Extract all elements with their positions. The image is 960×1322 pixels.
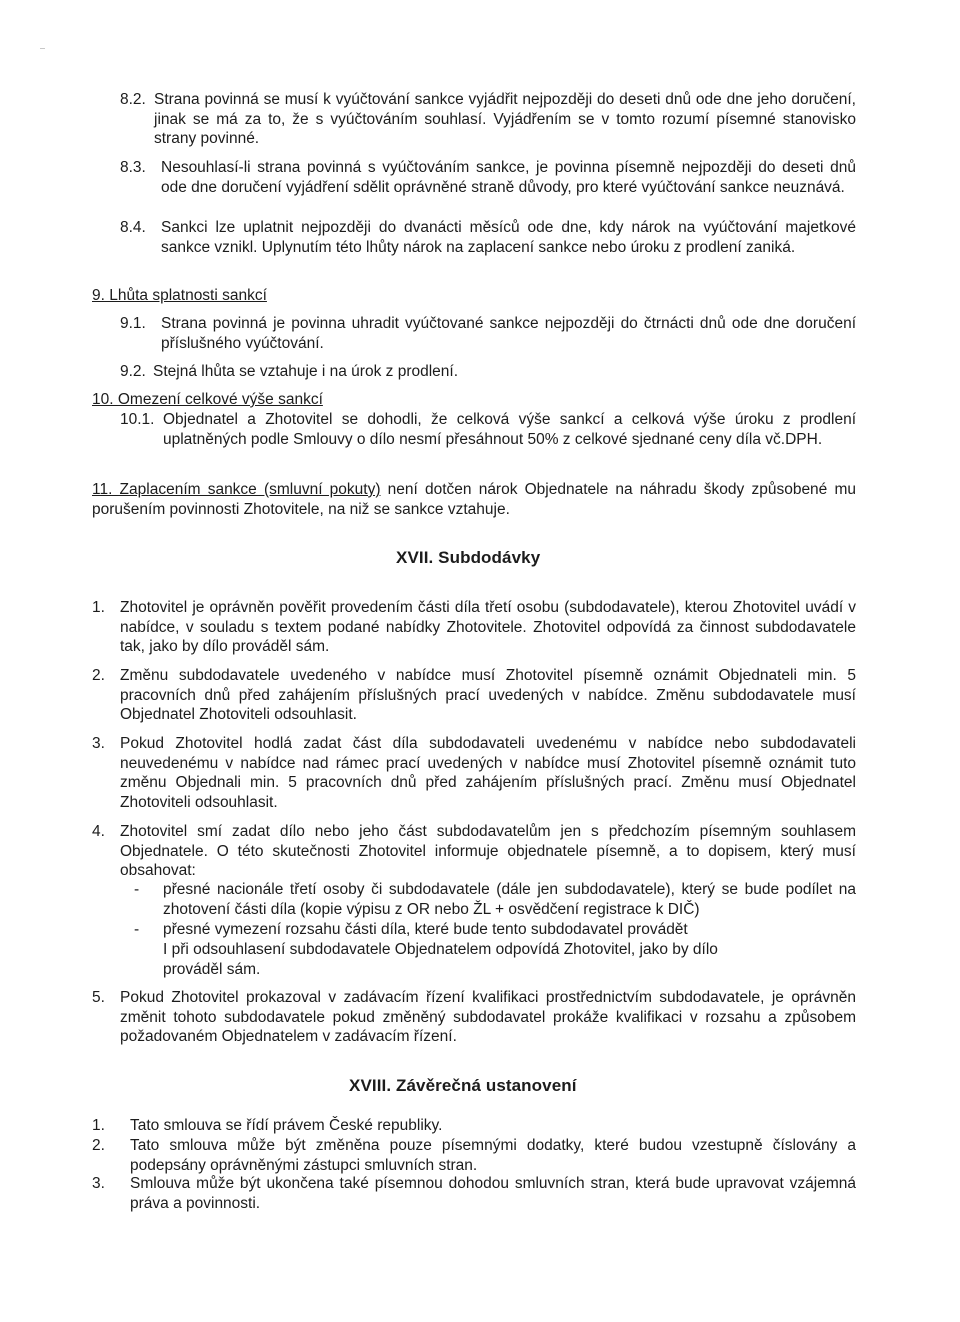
bullet-text-1: přesné nacionále třetí osoby či subdodavatele (dále jen subdodavatele), který se bude podílet na zhotovení části díla (kopie výpisu z OR nebo ŽL + osvědčení registrace k DIČ) (163, 881, 856, 918)
chapter-17-item-1-number: 1. (92, 599, 105, 616)
chapter-17-item-4-text: Zhotovitel smí zadat dílo nebo jeho část subdodavatelům jen s předchozím písemným souhlasem Objednatele. O této skutečnosti Zhotovitel informuje objednatele písemně, a to dopisem, který musí obsahovat: (120, 823, 856, 879)
section-11-text: není dotčen nárok Objednatele na náhradu škody způsobené mu porušením povinnosti Zhotovitele, na niž se sankce vztahuje. (92, 481, 856, 518)
chapter-17-item-3-number: 3. (92, 735, 105, 752)
scan-mark (40, 48, 45, 49)
chapter-18-item-2-text: Tato smlouva může být změněna pouze písemnými dodatky, které budou vzestupně číslovány a podepsány oprávněnými zástupci smluvních stran. (130, 1137, 856, 1174)
chapter-18-item-3-text: Smlouva může být ukončena také písemnou dohodou smluvních stran, která bude upravovat vzájemná práva a povinnosti. (130, 1175, 856, 1212)
bullet-text-2: přesné vymezení rozsahu části díla, které bude tento subdodavatel provádět (163, 921, 688, 938)
clause-8-2-number: 8.2. (120, 91, 146, 108)
chapter-18-item-1-text: Tato smlouva se řídí právem České republiky. (130, 1117, 443, 1134)
bullet-dash-2: - (134, 921, 140, 938)
chapter-18-heading: XVIII. Závěrečná ustanovení (349, 1076, 577, 1095)
clause-8-4-text: Sankci lze uplatnit nejpozději do dvanácti měsíců ode dne, kdy nárok na vyúčtování majetkové sankce vznikl. Uplynutím této lhůty nárok na zaplacení sankce nebo úroku z prodlení zaniká. (161, 219, 856, 256)
chapter-17-item-5-number: 5. (92, 989, 105, 1006)
clause-9-2-text: Stejná lhůta se vztahuje i na úrok z prodlení. (153, 363, 459, 380)
section-11-title: 11. Zaplacením sankce (smluvní pokuty) (92, 481, 381, 498)
chapter-18-item-1-number: 1. (92, 1117, 105, 1134)
chapter-18-item-3-number: 3. (92, 1175, 105, 1192)
clause-8-3-number: 8.3. (120, 159, 146, 176)
chapter-17-item-5-text: Pokud Zhotovitel prokazoval v zadávacím řízení kvalifikaci prostřednictvím subdodavatele, je oprávněn změnit tohoto subdodavatele pokud změněný subdodavatel prokáže kvalifikaci v rozsahu a způsobem požadovaném Objednatelem v zadávacím řízení. (120, 989, 856, 1045)
section-11-paragraph (92, 480, 856, 519)
clause-8-2-text: Strana povinná se musí k vyúčtování sankce vyjádřit nejpozději do deseti dnů ode dne jeho doručení, jinak se má za to, že s vyúčtováním souhlasí. Vyjádřením se v tomto rozumí písemné stanovisko strany povinné. (154, 91, 856, 147)
chapter-17-item-2-text: Změnu subdodavatele uvedeného v nabídce musí Zhotovitel písemně oznámit Objednateli min. 5 pracovních dnů před zahájením příslušných prací uvedených v nabídce. Změnu subdodavatele musí Objednatel Zhotoviteli odsouhlasit. (120, 667, 856, 723)
clause-9-1-text: Strana povinná je povinna uhradit vyúčtované sankce nejpozději do čtrnácti dnů ode dne doručení příslušného vyúčtování. (161, 315, 856, 352)
chapter-17-item-4-after: I při odsouhlasení subdodavatele Objednatelem odpovídá Zhotovitel, jako by dílo prováděl sám. (163, 941, 718, 978)
chapter-17-item-3-text: Pokud Zhotovitel hodlá zadat část díla subdodavateli uvedenému v nabídce nebo subdodavateli neuvedenému v nabídce nad rámec prací uvedených v nabídce musí Zhotovitel písemně oznámit tuto změnu Objednali min. 5 pracovních dnů před zahájením příslušných prací. Změnu musí Objednatel Zhotoviteli odsouhlasit. (120, 735, 856, 811)
section-10-title: 10. Omezení celkové výše sankcí (92, 391, 323, 408)
chapter-17-item-4-number: 4. (92, 823, 105, 840)
clause-8-4-number: 8.4. (120, 219, 146, 236)
clause-9-1-number: 9.1. (120, 315, 146, 332)
clause-9-2-number: 9.2. (120, 363, 146, 380)
clause-10-1-number: 10.1. (120, 411, 155, 428)
clause-10-1-text: Objednatel a Zhotovitel se dohodli, že celková výše sankcí a celková výše úroku z prodlení uplatněných podle Smlouvy o dílo nesmí přesáhnout 50% z celkové sjednané ceny díla vč.DPH. (163, 411, 856, 448)
clause-8-3-text: Nesouhlasí-li strana povinná s vyúčtováním sankce, je povinna písemně nejpozději do deseti dnů ode dne doručení vyjádření sdělit oprávněné straně důvody, pro které vyúčtování sankce neuznává. (161, 159, 856, 196)
chapter-18-item-2-number: 2. (92, 1137, 105, 1154)
chapter-17-heading: XVII. Subdodávky (396, 548, 541, 567)
chapter-17-item-1-text: Zhotovitel je oprávněn pověřit provedením části díla třetí osobu (subdodavatele), kterou Zhotovitel uvádí v nabídce, v souladu s textem podané nabídky Zhotovitele. Zhotovitel odpovídá za činnost subdodavatele tak, jako by dílo prováděl sám. (120, 599, 856, 655)
chapter-17-item-2-number: 2. (92, 667, 105, 684)
section-9-title: 9. Lhůta splatnosti sankcí (92, 287, 267, 304)
bullet-dash-1: - (134, 881, 140, 898)
